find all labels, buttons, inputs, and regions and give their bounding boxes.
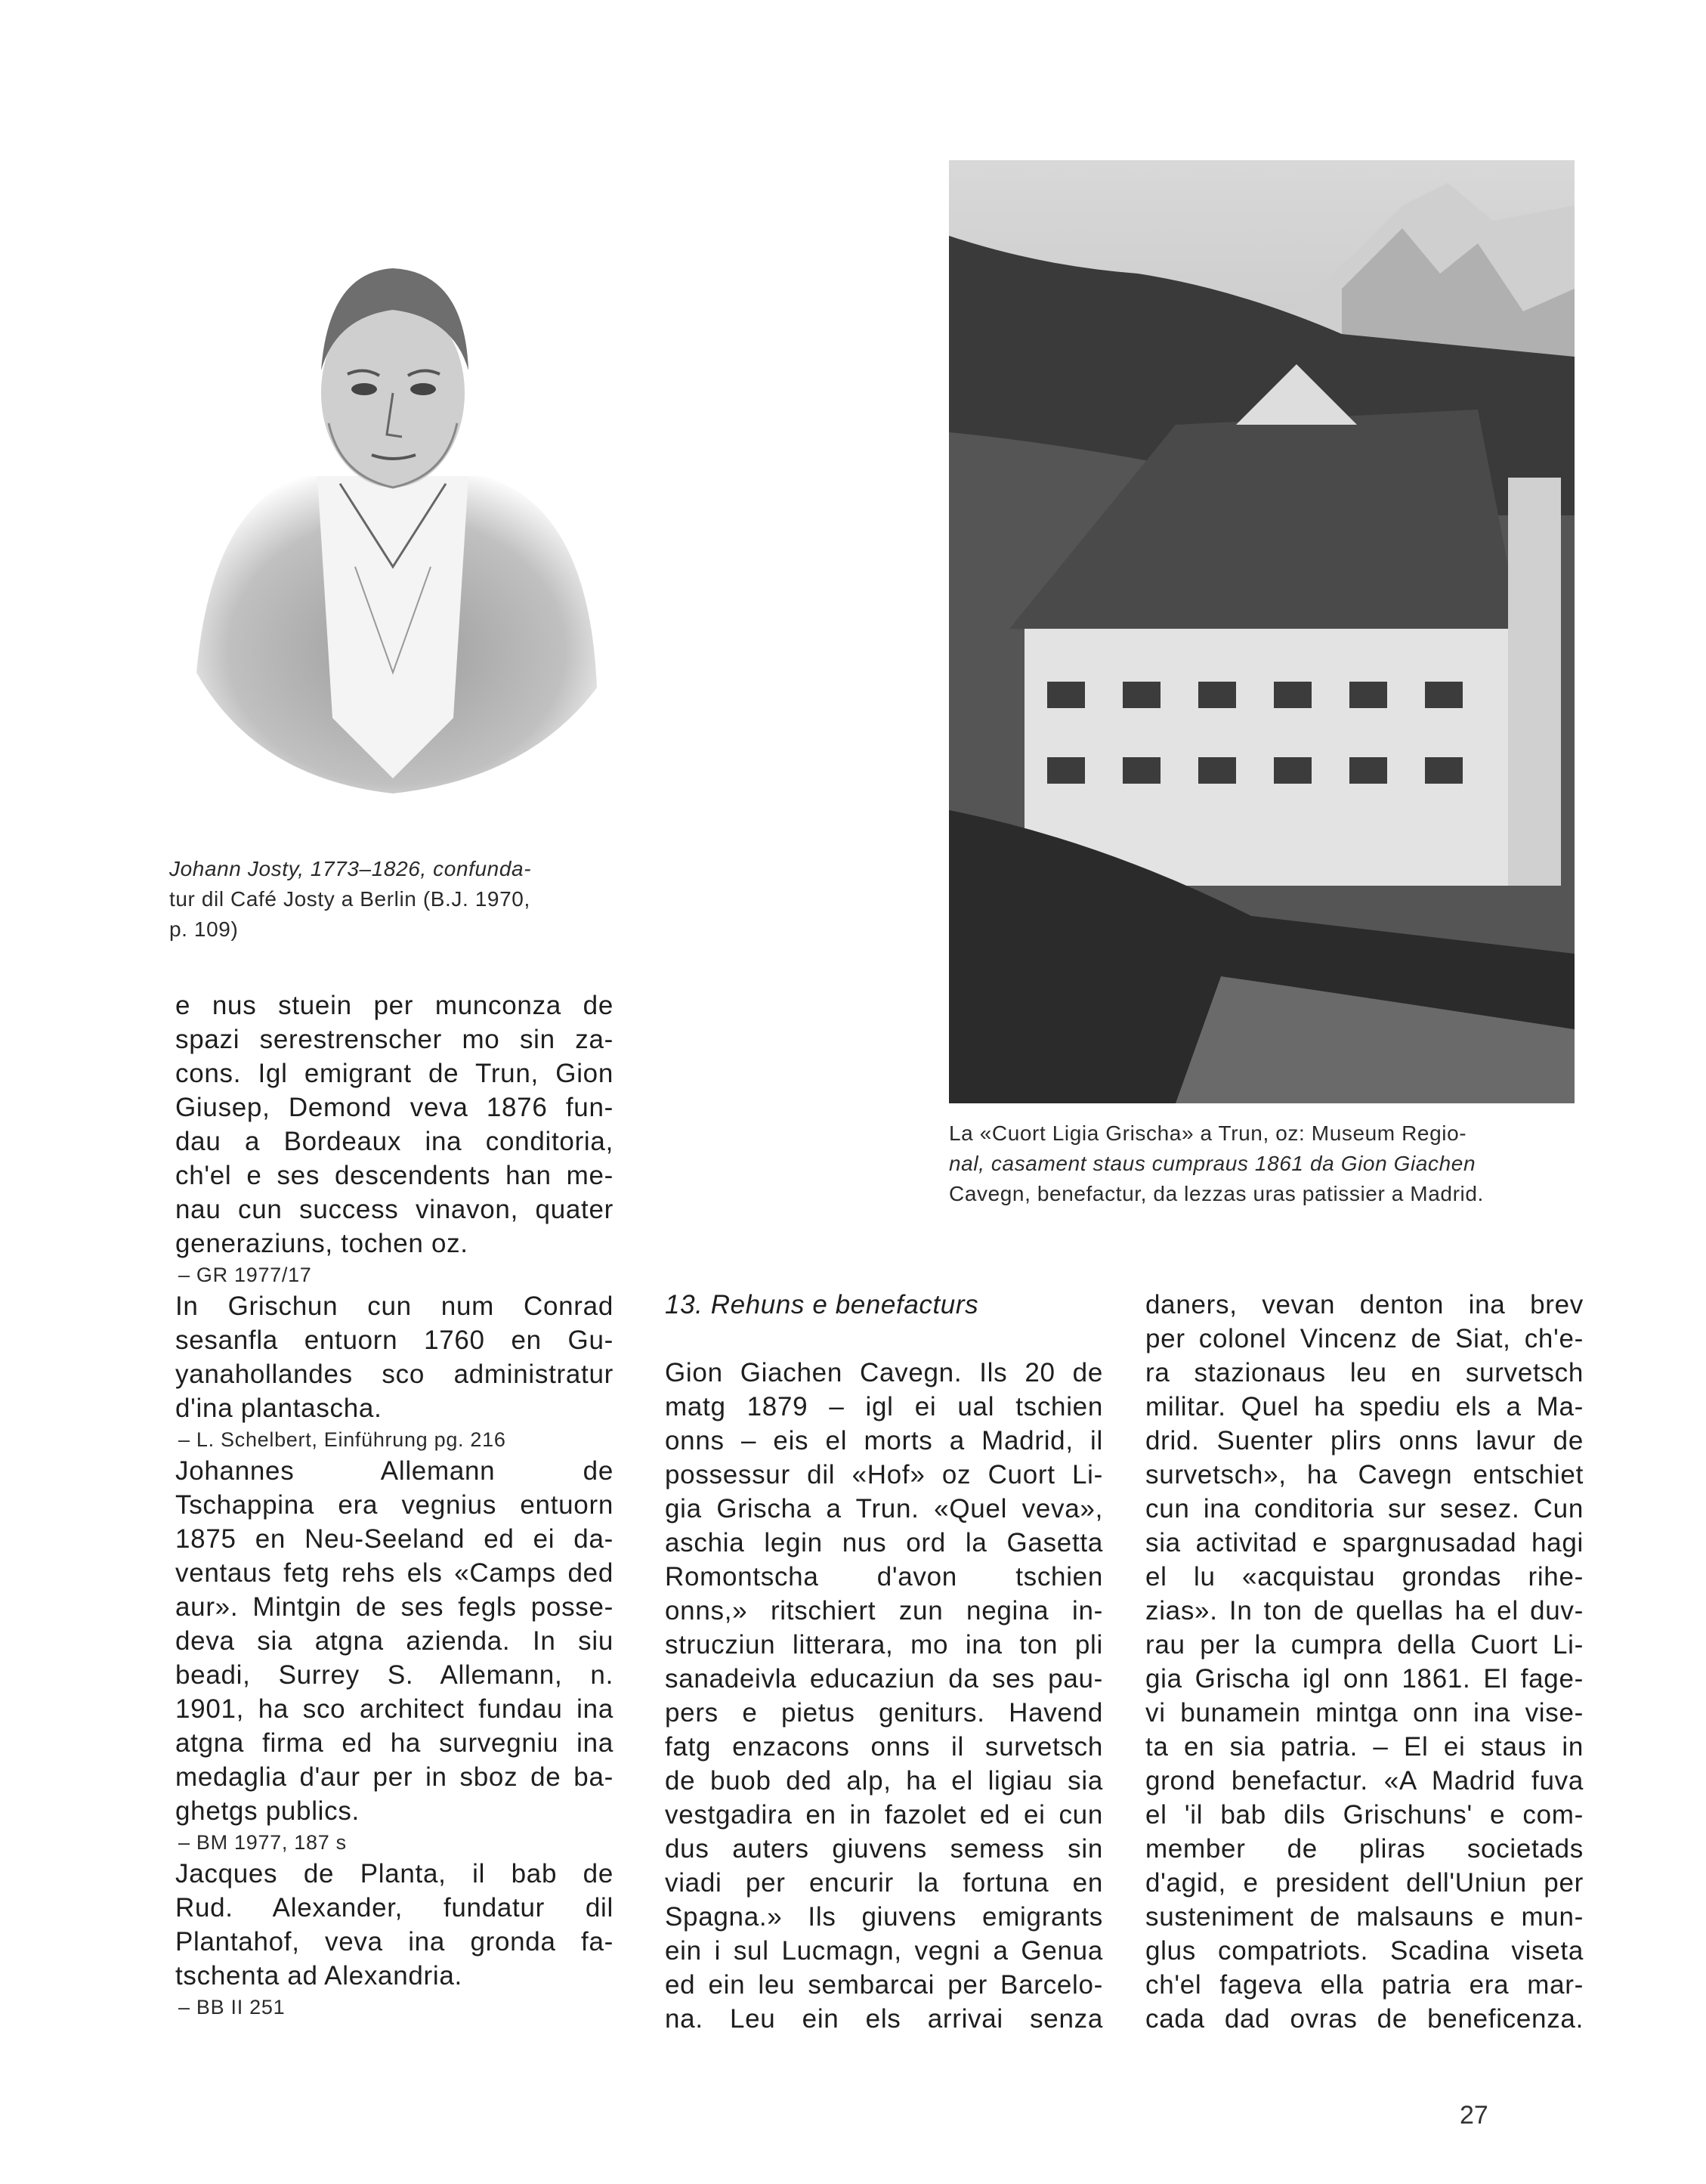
text-line: In Grischun cun num Conrad (175, 1292, 613, 1321)
text-line: deva sia atgna azienda. In siu (175, 1626, 613, 1656)
text-line: ein i sul Lucmagn, vegni a Genua (665, 1936, 1103, 1966)
text-line: grond benefactur. «A Madrid fuva (1145, 1766, 1584, 1796)
text-line: member de pliras societads (1145, 1834, 1584, 1864)
text-line: Johannes Allemann de (175, 1456, 613, 1486)
text-line: Rud. Alexander, fundatur dil (175, 1893, 613, 1923)
text-line: 1901, ha sco architect fundau ina (175, 1694, 613, 1724)
paragraph-planta (175, 1857, 613, 1993)
text-line: dau a Bordeaux ina conditoria, (175, 1127, 613, 1156)
text-line: ventaus fetg rehs els «Camps ded (175, 1558, 613, 1588)
text-line: ch'el fageva ella patria era mar- (1145, 1970, 1584, 2000)
reference: – GR 1977/17 (178, 1264, 312, 1286)
portrait-illustration (166, 249, 620, 809)
text-line: Gion Giachen Cavegn. Ils 20 de (665, 1358, 1103, 1387)
paragraph-demond (175, 988, 613, 1261)
text-line: glus compatriots. Scadina viseta (1145, 1936, 1584, 1966)
caption-line: tur dil Café Josty a Berlin (B.J. 1970, (169, 887, 530, 911)
text-line: per colonel Vincenz de Siat, ch'e- (1145, 1324, 1584, 1353)
text-line: onns – eis el morts a Madrid, il (665, 1426, 1103, 1455)
text-line: medaglia d'aur per in sboz de ba- (175, 1762, 613, 1792)
caption-line: p. 109) (169, 917, 239, 941)
text-line: Plantahof, veva ina gronda fa- (175, 1927, 613, 1957)
text-line: ch'el e ses descendents han me- (175, 1161, 613, 1190)
text-line: survetsch», ha Cavegn entschiet (1145, 1460, 1584, 1490)
caption-line: nal, casament staus cumpraus 1861 da Gion Giachen (949, 1152, 1476, 1175)
text-line: pers e pietus geniturs. Havend (665, 1698, 1103, 1728)
text-line: ta en sia patria. – El ei staus in (1145, 1732, 1584, 1762)
text-line: Giusep, Demond veva 1876 fun- (175, 1093, 613, 1122)
caption-line: La «Cuort Ligia Grischa» a Trun, oz: Museum Regio- (949, 1121, 1467, 1145)
text-line: el 'il bab dils Grischuns' e com- (1145, 1800, 1584, 1830)
text-line: dus auters giuvens semess sin (665, 1834, 1103, 1864)
column-middle (665, 1288, 1103, 2036)
section-heading: 13. Rehuns e benefacturs (665, 1290, 979, 1319)
text-line: viadi per encurir la fortuna en (665, 1868, 1103, 1898)
text-line: cons. Igl emigrant de Trun, Gion (175, 1059, 613, 1088)
text-line: sanadeivla educaziun da ses pau- (665, 1664, 1103, 1694)
text-line: generaziuns, tochen oz. (175, 1229, 468, 1258)
photo-caption (949, 1118, 1599, 1209)
text-line: Jacques de Planta, il bab de (175, 1859, 613, 1889)
text-line: rau per la cumpra della Cuort Li- (1145, 1630, 1584, 1660)
text-line: sesanfla entuorn 1760 en Gu- (175, 1326, 613, 1355)
text-line: d'ina plantascha. (175, 1394, 382, 1423)
reference: – BM 1977, 187 s (178, 1831, 347, 1854)
text-line: daners, vevan denton ina brev (1145, 1290, 1584, 1319)
caption-line: Johann Josty, 1773–1826, confunda- (169, 857, 532, 880)
text-line: onns,» ritschiert zun negina in- (665, 1596, 1103, 1626)
text-line: yanahollandes sco administratur (175, 1360, 613, 1389)
text-line: ghetgs publics. (175, 1796, 360, 1826)
portrait-caption (169, 854, 623, 945)
text-line: strucziun litterara, mo ina ton pli (665, 1630, 1103, 1660)
text-line: ra stazionaus leu en survetsch (1145, 1358, 1584, 1387)
text-line: na. Leu ein els arrivai senza (665, 2004, 1103, 2034)
text-line: susteniment de malsauns e mun- (1145, 1902, 1584, 1932)
text-line: d'agid, e president dell'Uniun per (1145, 1868, 1584, 1898)
paragraph-conrad (175, 1289, 613, 1425)
text-line: atgna firma ed ha survegniu ina (175, 1728, 613, 1758)
text-line: cun ina conditoria sur sesez. Cun (1145, 1494, 1584, 1524)
text-line: cada dad ovras de beneficenza. (1145, 2004, 1584, 2034)
text-line: drid. Suenter plirs onns lavur de (1145, 1426, 1584, 1455)
text-line: beadi, Surrey S. Allemann, n. (175, 1660, 613, 1690)
text-line: aur». Mintgin de ses fegls posse- (175, 1592, 613, 1622)
text-line: fatg enzacons onns il survetsch (665, 1732, 1103, 1762)
text-line: nau cun success vinavon, quater (175, 1195, 613, 1224)
column-left (175, 988, 613, 2022)
text-line: sia activitad e spargnusadad hagi (1145, 1528, 1584, 1558)
text-line: aschia legin nus ord la Gasetta (665, 1528, 1103, 1558)
text-line: possessur dil «Hof» oz Cuort Li- (665, 1460, 1103, 1490)
text-line: Romontscha d'avon tschien (665, 1562, 1103, 1592)
text-line: gia Grischa igl onn 1861. El fage- (1145, 1664, 1584, 1694)
text-line: e nus stuein per munconza de (175, 991, 613, 1020)
text-line: ed ein leu sembarcai per Barcelo- (665, 1970, 1103, 2000)
paragraph-cavegn (665, 1356, 1103, 2036)
paragraph-allemann (175, 1454, 613, 1828)
text-line: Spagna.» Ils giuvens emigrants (665, 1902, 1103, 1932)
page-number: 27 (1460, 2101, 1488, 2130)
text-line: el lu «acquistau grondas rihe- (1145, 1562, 1584, 1592)
reference: – L. Schelbert, Einführung pg. 216 (178, 1428, 506, 1451)
building-photograph (949, 160, 1575, 1103)
column-right (1145, 1288, 1584, 2036)
caption-line: Cavegn, benefactur, da lezzas uras patissier a Madrid. (949, 1182, 1484, 1205)
text-line: spazi serestrenscher mo sin za- (175, 1025, 613, 1054)
text-line: de buob ded alp, ha el ligiau sia (665, 1766, 1103, 1796)
text-line: matg 1879 – igl ei ual tschien (665, 1392, 1103, 1421)
text-line: 1875 en Neu-Seeland ed ei da- (175, 1524, 613, 1554)
text-line: vi bunamein mintga onn ina vise- (1145, 1698, 1584, 1728)
reference: – BB II 251 (178, 1996, 286, 2018)
text-line: tschenta ad Alexandria. (175, 1961, 462, 1991)
text-line: zias». In ton de quellas ha el duv- (1145, 1596, 1584, 1626)
text-line: gia Grischa a Trun. «Quel veva», (665, 1494, 1103, 1524)
text-line: militar. Quel ha spediu els a Ma- (1145, 1392, 1584, 1421)
text-line: vestgadira en in fazolet ed ei cun (665, 1800, 1103, 1830)
text-line: Tschappina era vegnius entuorn (175, 1490, 613, 1520)
